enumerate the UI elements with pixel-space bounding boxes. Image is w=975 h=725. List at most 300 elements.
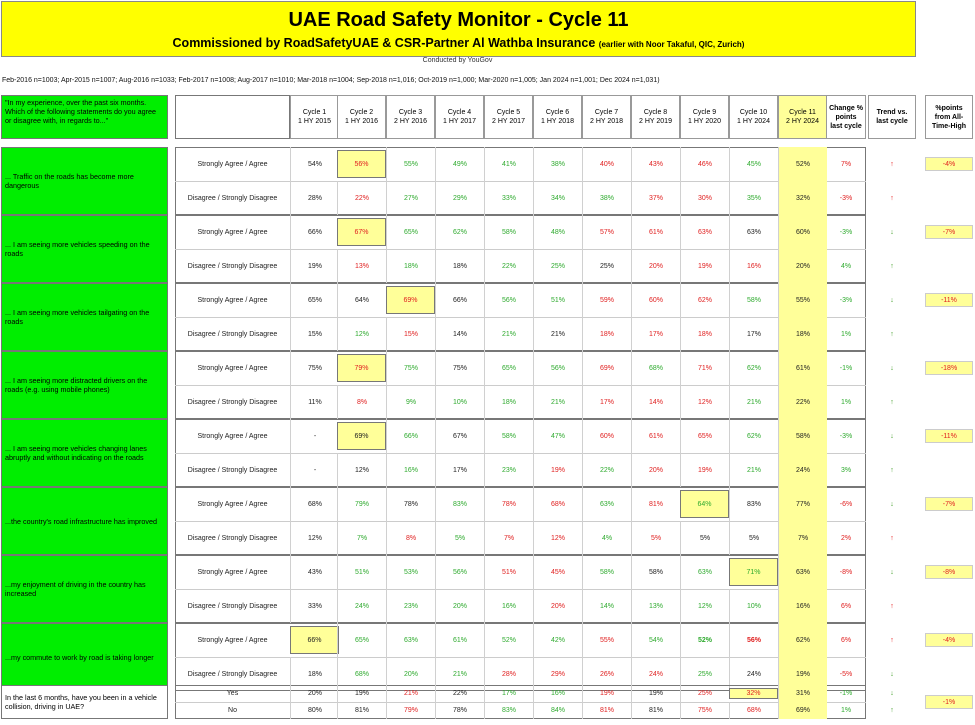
value-cell: 32% <box>778 181 827 215</box>
value-cell: 22% <box>484 249 533 283</box>
value-cell: 12% <box>337 453 386 487</box>
value-cell: 78% <box>435 702 484 719</box>
answer-label: Strongly Agree / Agree <box>197 568 268 576</box>
trend-arrow-icon: ↑ <box>890 398 894 406</box>
value-cell: 75% <box>386 351 435 385</box>
value-cell: 63% <box>680 555 729 589</box>
column-header-cycle-7 <box>582 95 631 139</box>
value-cell: 29% <box>533 657 582 691</box>
value-cell: - <box>290 453 339 487</box>
column-header-line1: Cycle 1 <box>302 109 327 116</box>
answer-label: Strongly Agree / Agree <box>197 364 268 372</box>
question-text: ...my enjoyment of driving in the country has increased <box>1 555 168 623</box>
question-text: ...the country's road infrastructure has improved <box>1 487 168 555</box>
value-cell: 43% <box>631 147 680 181</box>
value-cell: 14% <box>435 317 484 351</box>
value-cell: 46% <box>680 147 729 181</box>
value-cell: 59% <box>582 283 631 317</box>
all-time-high-value: -18% <box>925 361 973 375</box>
column-header-cycle-2 <box>337 95 386 139</box>
value-cell: 25% <box>680 657 729 691</box>
answer-label: No <box>228 707 237 714</box>
value-cell: 45% <box>533 555 582 589</box>
value-cell: 62% <box>435 215 484 249</box>
trend-arrow-icon: ↓ <box>890 568 894 576</box>
all-time-high-value: -11% <box>925 429 973 443</box>
value-cell: 19% <box>337 685 386 702</box>
value-cell: 62% <box>680 283 729 317</box>
value-cell: 56% <box>484 283 533 317</box>
value-cell: 18% <box>435 249 484 283</box>
value-cell: 18% <box>290 657 339 691</box>
value-cell: 19% <box>631 685 680 702</box>
value-cell: 79% <box>337 487 386 521</box>
change-value: -3% <box>839 432 853 440</box>
column-header-line2: 2 HY 2018 <box>590 118 623 125</box>
value-cell: 20% <box>778 249 827 283</box>
value-cell: 63% <box>778 555 827 589</box>
value-cell: 12% <box>337 317 386 351</box>
answer-label: Disagree / Strongly Disagree <box>187 602 278 610</box>
value-cell: 17% <box>484 685 533 702</box>
value-cell: 79% <box>386 702 435 719</box>
column-header-ath: %points from All-Time-High <box>925 95 973 139</box>
value-cell: 38% <box>533 147 582 181</box>
value-cell: 66% <box>435 283 484 317</box>
trend-arrow-icon: ↓ <box>890 296 894 304</box>
answer-label: Disagree / Strongly Disagree <box>187 534 278 542</box>
column-header-line2: 1 HY 2024 <box>737 118 770 125</box>
value-cell: 23% <box>484 453 533 487</box>
value-cell: 18% <box>680 317 729 351</box>
value-cell: 19% <box>290 249 339 283</box>
column-header-line2: 2 HY 2024 <box>786 118 819 125</box>
answer-label: Strongly Agree / Agree <box>197 500 268 508</box>
change-value: -1% <box>839 690 853 697</box>
value-cell: 26% <box>582 657 631 691</box>
value-cell: 20% <box>631 453 680 487</box>
change-value: 7% <box>840 160 852 168</box>
value-cell: 17% <box>582 385 631 419</box>
value-cell: 60% <box>778 215 827 249</box>
value-cell: 80% <box>290 702 339 719</box>
column-header-line2: 2 HY 2016 <box>394 118 427 125</box>
column-header-trend: Trend vs. last cycle <box>868 95 916 139</box>
subtitle-main: Commissioned by RoadSafetyUAE & CSR-Partner Al Wathba Insurance <box>172 36 596 50</box>
value-cell: 81% <box>582 702 631 719</box>
answer-label: Disagree / Strongly Disagree <box>187 466 278 474</box>
value-cell: 43% <box>290 555 339 589</box>
answer-label: Disagree / Strongly Disagree <box>187 398 278 406</box>
column-header-line1: Cycle 3 <box>398 109 423 116</box>
column-header-line1: Cycle 2 <box>349 109 374 116</box>
change-value: -3% <box>839 228 853 236</box>
change-value: 6% <box>840 602 852 610</box>
value-cell: 21% <box>729 453 778 487</box>
question-text: ... I am seeing more vehicles tailgating on the roads <box>1 283 168 351</box>
value-cell: 33% <box>290 589 339 623</box>
value-cell: 65% <box>484 351 533 385</box>
value-cell: 63% <box>386 623 435 657</box>
value-cell: 55% <box>386 147 435 181</box>
trend-arrow-icon: ↓ <box>890 364 894 372</box>
value-cell: 23% <box>386 589 435 623</box>
value-cell: 67% <box>337 218 386 246</box>
column-header-line1: Cycle 7 <box>594 109 619 116</box>
value-cell: 51% <box>337 555 386 589</box>
column-header-cycle-3 <box>386 95 435 139</box>
value-cell: 68% <box>729 702 778 719</box>
value-cell: 10% <box>729 589 778 623</box>
value-cell: 33% <box>484 181 533 215</box>
value-cell: 12% <box>533 521 582 555</box>
value-cell: 21% <box>484 317 533 351</box>
sample-sizes: Feb-2016 n=1003; Apr-2015 n=1007; Aug-2016 n=1033; Feb-2017 n=1008; Aug-2017 n=1010; Mar-2018 n=1004; Sep-2018 n=1,016; Oct-2019 n=1,000; Mar-2020 n=1,005; Jan 2024 n=1,001; Dec 2024 n=1,031) <box>2 77 660 84</box>
value-cell: 61% <box>435 623 484 657</box>
column-header-cycle-9 <box>680 95 729 139</box>
column-header-line1: Cycle 4 <box>447 109 472 116</box>
value-cell: 65% <box>337 623 386 657</box>
all-time-high-value: -4% <box>925 157 973 171</box>
change-value: 1% <box>840 707 852 714</box>
value-cell: 28% <box>290 181 339 215</box>
column-header-line1: Cycle 8 <box>643 109 668 116</box>
all-time-high-value: -8% <box>925 565 973 579</box>
value-cell: 42% <box>533 623 582 657</box>
column-header-line2: 2 HY 2019 <box>639 118 672 125</box>
value-cell: 25% <box>680 685 729 702</box>
value-cell: 69% <box>386 286 435 314</box>
value-cell: 83% <box>484 702 533 719</box>
value-cell: 19% <box>680 453 729 487</box>
value-cell: 16% <box>484 589 533 623</box>
trend-arrow-icon: ↑ <box>890 330 894 338</box>
value-cell: 75% <box>435 351 484 385</box>
value-cell: 13% <box>631 589 680 623</box>
trend-arrow-icon: ↓ <box>890 432 894 440</box>
value-cell: 48% <box>533 215 582 249</box>
trend-arrow-icon: ↓ <box>890 228 894 236</box>
value-cell: 55% <box>582 623 631 657</box>
value-cell: 25% <box>533 249 582 283</box>
value-cell: 7% <box>337 521 386 555</box>
page-title: UAE Road Safety Monitor - Cycle 11 <box>288 9 629 31</box>
column-header-cycle-5 <box>484 95 533 139</box>
value-cell: 52% <box>778 147 827 181</box>
value-cell: 62% <box>778 623 827 657</box>
value-cell: 15% <box>386 317 435 351</box>
value-cell: 81% <box>631 487 680 521</box>
value-cell: 19% <box>533 453 582 487</box>
answer-label: Yes <box>226 690 239 697</box>
value-cell: 17% <box>435 453 484 487</box>
value-cell: 51% <box>533 283 582 317</box>
answer-label: Disagree / Strongly Disagree <box>187 194 278 202</box>
value-cell: 28% <box>484 657 533 691</box>
value-cell: 71% <box>729 558 778 586</box>
value-cell: 20% <box>386 657 435 691</box>
change-value: -1% <box>839 364 853 372</box>
value-cell: 14% <box>582 589 631 623</box>
trend-arrow-icon: ↓ <box>890 670 894 678</box>
value-cell: 68% <box>290 487 339 521</box>
value-cell: 61% <box>631 419 680 453</box>
value-cell: 17% <box>631 317 680 351</box>
trend-arrow-icon: ↑ <box>890 262 894 270</box>
column-header-cycle-1 <box>290 95 339 139</box>
value-cell: 58% <box>729 283 778 317</box>
trend-arrow-icon: ↑ <box>890 707 894 714</box>
value-cell: 4% <box>582 521 631 555</box>
value-cell: 16% <box>778 589 827 623</box>
value-cell: 8% <box>386 521 435 555</box>
value-cell: 31% <box>778 685 827 702</box>
value-cell: 61% <box>631 215 680 249</box>
value-cell: 66% <box>290 626 339 654</box>
answer-label: Strongly Agree / Agree <box>197 160 268 168</box>
value-cell: 68% <box>337 657 386 691</box>
value-cell: 21% <box>533 385 582 419</box>
value-cell: 19% <box>582 685 631 702</box>
value-cell: 24% <box>778 453 827 487</box>
conducted-by: Conducted by YouGov <box>422 57 493 64</box>
value-cell: 37% <box>631 181 680 215</box>
value-cell: 9% <box>386 385 435 419</box>
value-cell: 60% <box>631 283 680 317</box>
value-cell: 56% <box>435 555 484 589</box>
column-header-line1: Cycle 9 <box>692 109 717 116</box>
value-cell: 58% <box>582 555 631 589</box>
value-cell: 20% <box>290 685 339 702</box>
value-cell: 18% <box>582 317 631 351</box>
value-cell: 20% <box>533 589 582 623</box>
value-cell: 38% <box>582 181 631 215</box>
value-cell: 5% <box>435 521 484 555</box>
value-cell: 16% <box>729 249 778 283</box>
question-text: ... I am seeing more vehicles changing lanes abruptly and without indicating on the roads <box>1 419 168 487</box>
all-time-high-value: -11% <box>925 293 973 307</box>
value-cell: 78% <box>484 487 533 521</box>
value-cell: 65% <box>386 215 435 249</box>
value-cell: 60% <box>582 419 631 453</box>
header-spacer <box>175 95 290 139</box>
answer-label: Disagree / Strongly Disagree <box>187 330 278 338</box>
change-value: 1% <box>840 330 852 338</box>
column-header-cycle-11 <box>778 95 827 139</box>
column-header-line2: 1 HY 2017 <box>443 118 476 125</box>
change-value: 1% <box>840 398 852 406</box>
trend-arrow-icon: ↓ <box>890 690 894 697</box>
value-cell: 12% <box>290 521 339 555</box>
value-cell: 62% <box>729 351 778 385</box>
value-cell: 14% <box>631 385 680 419</box>
value-cell: 20% <box>631 249 680 283</box>
value-cell: 77% <box>778 487 827 521</box>
answer-label: Strongly Agree / Agree <box>197 432 268 440</box>
value-cell: 10% <box>435 385 484 419</box>
value-cell: 21% <box>386 685 435 702</box>
value-cell: 7% <box>778 521 827 555</box>
value-cell: 40% <box>582 147 631 181</box>
value-cell: 67% <box>435 419 484 453</box>
value-cell: 65% <box>680 419 729 453</box>
change-value: -6% <box>839 500 853 508</box>
value-cell: 8% <box>337 385 386 419</box>
value-cell: 54% <box>631 623 680 657</box>
column-header-line1: Cycle 10 <box>739 109 768 116</box>
all-time-high-value: -7% <box>925 225 973 239</box>
value-cell: 18% <box>484 385 533 419</box>
value-cell: 75% <box>290 351 339 385</box>
value-cell: 17% <box>729 317 778 351</box>
value-cell: 84% <box>533 702 582 719</box>
value-cell: 63% <box>582 487 631 521</box>
value-cell: 5% <box>680 521 729 555</box>
value-cell: 75% <box>680 702 729 719</box>
value-cell: 53% <box>386 555 435 589</box>
column-header-cycle-8 <box>631 95 680 139</box>
value-cell: 68% <box>533 487 582 521</box>
trend-arrow-icon: ↑ <box>890 466 894 474</box>
answer-label: Strongly Agree / Agree <box>197 228 268 236</box>
column-header-line1: Cycle 5 <box>496 109 521 116</box>
value-cell: 15% <box>290 317 339 351</box>
value-cell: 21% <box>729 385 778 419</box>
column-header-line2: 1 HY 2015 <box>298 118 331 125</box>
all-time-high-value: -4% <box>925 633 973 647</box>
value-cell: 34% <box>533 181 582 215</box>
column-header-line1: Cycle 6 <box>545 109 570 116</box>
value-cell: 78% <box>386 487 435 521</box>
answer-label: Disagree / Strongly Disagree <box>187 262 278 270</box>
value-cell: 69% <box>778 702 827 719</box>
value-cell: 29% <box>435 181 484 215</box>
value-cell: 24% <box>631 657 680 691</box>
change-value: -5% <box>839 670 853 678</box>
question-text: ...my commute to work by road is taking longer <box>1 623 168 691</box>
value-cell: 25% <box>582 249 631 283</box>
value-cell: 21% <box>435 657 484 691</box>
value-cell: 47% <box>533 419 582 453</box>
value-cell: 55% <box>778 283 827 317</box>
value-cell: 66% <box>386 419 435 453</box>
value-cell: 58% <box>484 215 533 249</box>
value-cell: 22% <box>778 385 827 419</box>
change-value: -3% <box>839 194 853 202</box>
value-cell: 81% <box>631 702 680 719</box>
value-cell: 56% <box>533 351 582 385</box>
value-cell: 54% <box>290 147 339 181</box>
all-time-high-value: -7% <box>925 497 973 511</box>
value-cell: 30% <box>680 181 729 215</box>
value-cell: 58% <box>631 555 680 589</box>
question-text: ... I am seeing more distracted drivers on the roads (e.g. using mobile phones) <box>1 351 168 419</box>
trend-arrow-icon: ↑ <box>890 160 894 168</box>
value-cell: 24% <box>729 657 778 691</box>
value-cell: 13% <box>337 249 386 283</box>
value-cell: 56% <box>337 150 386 178</box>
column-header-line1: Cycle 11 <box>789 109 816 116</box>
value-cell: 5% <box>729 521 778 555</box>
value-cell: 64% <box>680 490 729 518</box>
value-cell: 12% <box>680 589 729 623</box>
value-cell: 71% <box>680 351 729 385</box>
change-value: 6% <box>840 636 852 644</box>
column-header-cycle-10 <box>729 95 778 139</box>
survey-intro: "In my experience, over the past six months. Which of the following statements do you agree or disagree with, in regards to..." <box>1 95 168 139</box>
value-cell: 58% <box>778 419 827 453</box>
value-cell: 49% <box>435 147 484 181</box>
value-cell: 64% <box>337 283 386 317</box>
column-header-cycle-4 <box>435 95 484 139</box>
value-cell: 41% <box>484 147 533 181</box>
value-cell: 81% <box>337 702 386 719</box>
value-cell: 18% <box>778 317 827 351</box>
value-cell: 69% <box>337 422 386 450</box>
column-header-cycle-6 <box>533 95 582 139</box>
value-cell: 11% <box>290 385 339 419</box>
change-value: -3% <box>839 296 853 304</box>
value-cell: 51% <box>484 555 533 589</box>
value-cell: 22% <box>582 453 631 487</box>
column-header-line2: 1 HY 2020 <box>688 118 721 125</box>
value-cell: 19% <box>680 249 729 283</box>
answer-label: Disagree / Strongly Disagree <box>187 670 278 678</box>
trend-arrow-icon: ↑ <box>890 194 894 202</box>
all-time-high-value: -1% <box>925 695 973 709</box>
value-cell: 52% <box>484 623 533 657</box>
trend-arrow-icon: ↑ <box>890 602 894 610</box>
answer-label: Strongly Agree / Agree <box>197 296 268 304</box>
value-cell: 58% <box>484 419 533 453</box>
value-cell: 7% <box>484 521 533 555</box>
value-cell: 45% <box>729 147 778 181</box>
value-cell: 79% <box>337 354 386 382</box>
value-cell: 61% <box>778 351 827 385</box>
trend-arrow-icon: ↑ <box>890 534 894 542</box>
change-value: 2% <box>840 534 852 542</box>
value-cell: 66% <box>290 215 339 249</box>
value-cell: 16% <box>386 453 435 487</box>
trend-arrow-icon: ↓ <box>890 500 894 508</box>
value-cell: 57% <box>582 215 631 249</box>
trend-arrow-icon: ↑ <box>890 636 894 644</box>
question-text: ... Traffic on the roads has become more dangerous <box>1 147 168 215</box>
value-cell: 22% <box>435 685 484 702</box>
column-header-change: Change % points last cycle <box>826 95 866 139</box>
value-cell: 56% <box>729 623 778 657</box>
change-value: 4% <box>840 262 852 270</box>
value-cell: 68% <box>631 351 680 385</box>
value-cell: 62% <box>729 419 778 453</box>
value-cell: 12% <box>680 385 729 419</box>
change-value: -8% <box>839 568 853 576</box>
answer-label: Strongly Agree / Agree <box>197 636 268 644</box>
question-text: ... I am seeing more vehicles speeding on the roads <box>1 215 168 283</box>
value-cell: 16% <box>533 685 582 702</box>
value-cell: 63% <box>680 215 729 249</box>
value-cell: 24% <box>337 589 386 623</box>
column-header-line2: 1 HY 2016 <box>345 118 378 125</box>
value-cell: 52% <box>680 623 729 657</box>
value-cell: 69% <box>582 351 631 385</box>
value-cell: 27% <box>386 181 435 215</box>
value-cell: 83% <box>435 487 484 521</box>
subtitle-note: (earlier with Noor Takaful, QIC, Zurich) <box>598 40 745 49</box>
value-cell: 20% <box>435 589 484 623</box>
column-header-line2: 2 HY 2017 <box>492 118 525 125</box>
value-cell: 83% <box>729 487 778 521</box>
